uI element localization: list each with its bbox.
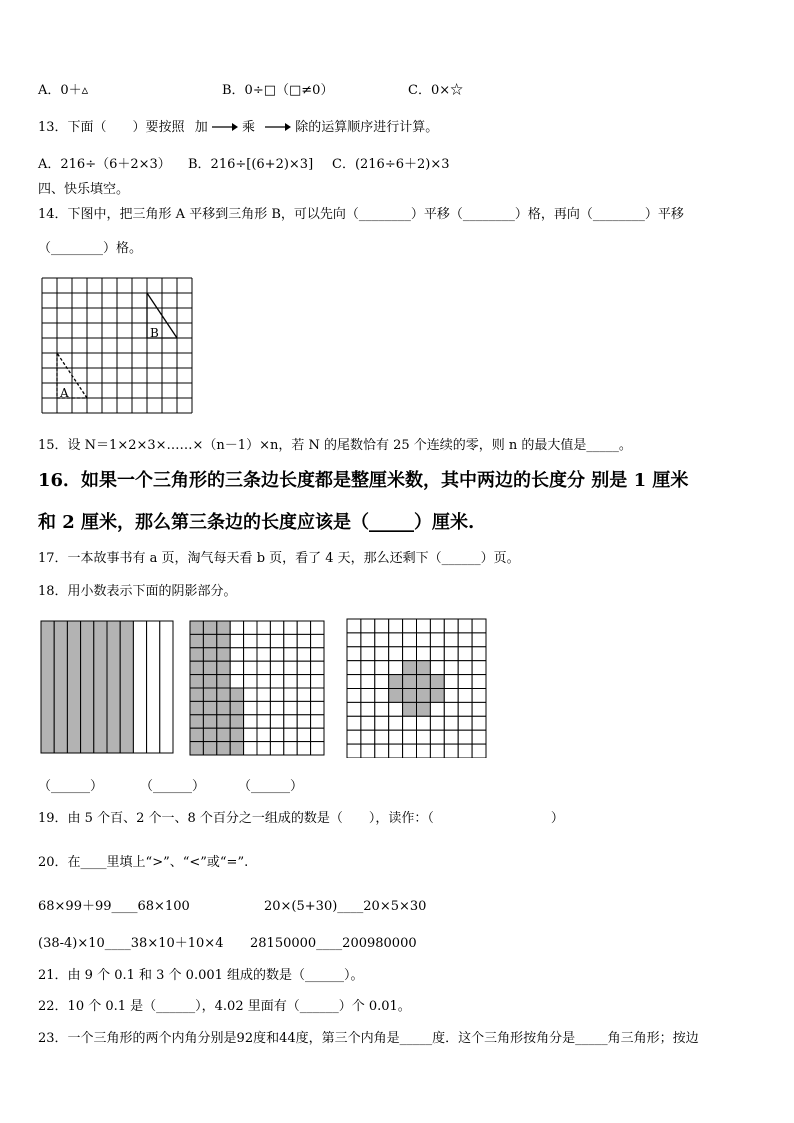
grid-cell xyxy=(430,716,444,730)
grid-cell xyxy=(347,633,361,647)
grid-cell xyxy=(257,634,270,647)
grid-cell xyxy=(347,702,361,716)
grid-cell xyxy=(230,661,243,674)
q18-blank-1: （______） xyxy=(38,779,104,794)
grid-cell xyxy=(190,621,203,634)
grid-cell xyxy=(375,633,389,647)
grid-cell xyxy=(297,688,310,701)
q18-stem: 18．用小数表示下面的阴影部分。 xyxy=(38,584,237,599)
grid-cell xyxy=(203,742,216,755)
q14-line2: （________）格。 xyxy=(38,241,143,256)
grid-cell xyxy=(417,716,431,730)
grid-cell xyxy=(389,730,403,744)
grid-cell xyxy=(203,715,216,728)
grid-cell xyxy=(257,715,270,728)
grid-cell xyxy=(472,633,486,647)
q13-option-a: A．216÷（6＋2×3） xyxy=(38,157,171,172)
strip xyxy=(41,621,54,753)
shaded-grid-figure-1 xyxy=(189,620,326,756)
grid-cell xyxy=(430,689,444,703)
grid-cell xyxy=(444,716,458,730)
grid-cell xyxy=(430,744,444,758)
grid-cell xyxy=(270,634,283,647)
q21-text: 21．由 9 个 0.1 和 3 个 0.001 组成的数是（______）。 xyxy=(38,968,364,983)
grid-cell xyxy=(361,661,375,675)
shaded-grid-figure-2 xyxy=(346,618,488,758)
grid-cell xyxy=(190,648,203,661)
grid-cell xyxy=(203,688,216,701)
grid-cell xyxy=(203,661,216,674)
grid-cell xyxy=(472,744,486,758)
grid-cell xyxy=(311,742,324,755)
grid-cell xyxy=(270,675,283,688)
grid-cell xyxy=(361,702,375,716)
grid-cell xyxy=(472,716,486,730)
q19-text: 19．由 5 个百、2 个一、8 个百分之一组成的数是（ ），读作：（ ） xyxy=(38,811,564,826)
grid-cell xyxy=(375,702,389,716)
grid-cell xyxy=(244,634,257,647)
grid-cell xyxy=(444,647,458,661)
grid-cell xyxy=(458,661,472,675)
grid-cell xyxy=(217,675,230,688)
grid-cell xyxy=(444,744,458,758)
grid-cell xyxy=(217,715,230,728)
q13-option-c: C．(216÷6＋2)×3 xyxy=(332,157,450,172)
q16-line1: 16．如果一个三角形的三条边长度都是整厘米数，其中两边的长度分 别是 1 厘米 xyxy=(38,470,689,491)
grid-cell xyxy=(417,744,431,758)
q14-line1: 14．下图中，把三角形 A 平移到三角形 B，可以先向（________）平移（________）格，再向（________）平移 xyxy=(38,207,684,222)
grid-cell xyxy=(217,688,230,701)
grid-cell xyxy=(375,619,389,633)
q12-option-b: B．0÷□（□≠0） xyxy=(222,83,334,98)
q20-expr-3: (38-4)×10____38×10＋10×4 xyxy=(38,936,224,951)
grid-cell xyxy=(403,716,417,730)
grid-cell xyxy=(244,688,257,701)
grid-cell xyxy=(347,730,361,744)
grid-cell xyxy=(375,661,389,675)
q17-text: 17．一本故事书有 a 页，淘气每天看 b 页，看了 4 天，那么还剩下（______）页。 xyxy=(38,551,520,566)
grid-cell xyxy=(311,648,324,661)
q20-expr-1: 68×99＋99____68×100 xyxy=(38,899,190,914)
grid-cell xyxy=(244,728,257,741)
grid-cell xyxy=(217,661,230,674)
grid-cell xyxy=(244,675,257,688)
grid-cell xyxy=(217,728,230,741)
grid-cell xyxy=(284,728,297,741)
grid-cell xyxy=(230,675,243,688)
grid-cell xyxy=(217,621,230,634)
arrow-right-icon xyxy=(212,122,238,132)
grid-cell xyxy=(444,619,458,633)
q12-option-c: C．0×☆ xyxy=(408,83,464,98)
grid-cell xyxy=(430,730,444,744)
grid-cell xyxy=(458,716,472,730)
grid-cell xyxy=(244,621,257,634)
grid-cell xyxy=(190,728,203,741)
grid-cell xyxy=(347,661,361,675)
grid-cell xyxy=(403,702,417,716)
grid-cell xyxy=(472,675,486,689)
grid-cell xyxy=(297,728,310,741)
grid-cell xyxy=(270,648,283,661)
grid-cell xyxy=(257,728,270,741)
q12-option-a: A．0＋▵ xyxy=(38,83,89,98)
grid-cell xyxy=(297,634,310,647)
grid-cell xyxy=(311,621,324,634)
grid-cell xyxy=(257,661,270,674)
grid-cell xyxy=(389,744,403,758)
grid-cell xyxy=(375,744,389,758)
shaded-strips-figure xyxy=(40,620,174,756)
grid-cell xyxy=(284,742,297,755)
grid-cell xyxy=(458,619,472,633)
grid-cell xyxy=(361,716,375,730)
grid-cell xyxy=(417,661,431,675)
grid-cell xyxy=(361,744,375,758)
grid-cell xyxy=(458,647,472,661)
grid-cell xyxy=(347,675,361,689)
grid-cell xyxy=(284,634,297,647)
grid-cell xyxy=(230,728,243,741)
grid-cell xyxy=(458,633,472,647)
strip xyxy=(133,621,146,753)
grid-cell xyxy=(284,661,297,674)
q16-line2: 和 2 厘米，那么第三条边的长度应该是（_____）厘米. xyxy=(38,512,475,533)
grid-cell xyxy=(190,688,203,701)
grid-cell xyxy=(458,730,472,744)
grid-cell xyxy=(203,701,216,714)
grid-cell xyxy=(311,675,324,688)
grid-cell xyxy=(230,634,243,647)
grid-cell xyxy=(347,647,361,661)
grid-cell xyxy=(311,634,324,647)
grid-cell xyxy=(430,702,444,716)
grid-cell xyxy=(444,730,458,744)
q18-blank-2: （______） xyxy=(140,779,206,794)
grid-cell xyxy=(389,633,403,647)
arrow-right-icon xyxy=(265,122,291,132)
strip xyxy=(107,621,120,753)
grid-cell xyxy=(284,701,297,714)
grid-cell xyxy=(361,675,375,689)
grid-cell xyxy=(403,689,417,703)
grid-cell xyxy=(270,715,283,728)
grid-cell xyxy=(403,730,417,744)
grid-cell xyxy=(444,633,458,647)
grid-cell xyxy=(347,689,361,703)
grid-cell xyxy=(417,633,431,647)
grid-cell xyxy=(297,701,310,714)
grid-cell xyxy=(417,730,431,744)
strip xyxy=(81,621,94,753)
q20-expr-2: 20×(5+30)____20×5×30 xyxy=(264,899,427,914)
grid-cell xyxy=(375,689,389,703)
grid-cell xyxy=(311,701,324,714)
grid-cell xyxy=(270,728,283,741)
grid-cell xyxy=(444,675,458,689)
grid-cell xyxy=(430,633,444,647)
grid-cell xyxy=(472,730,486,744)
grid-cell xyxy=(403,633,417,647)
grid-cell xyxy=(203,648,216,661)
grid-cell xyxy=(203,728,216,741)
grid-cell xyxy=(230,621,243,634)
q20-expr-4: 28150000____200980000 xyxy=(250,936,417,951)
grid-cell xyxy=(472,689,486,703)
grid-cell xyxy=(270,621,283,634)
grid-cell xyxy=(244,701,257,714)
grid-cell xyxy=(347,716,361,730)
grid-cell xyxy=(190,661,203,674)
grid-cell xyxy=(444,661,458,675)
strip xyxy=(160,621,173,753)
grid-cell xyxy=(217,742,230,755)
grid-cell xyxy=(389,675,403,689)
grid-cell xyxy=(430,619,444,633)
grid-cell xyxy=(403,675,417,689)
grid-cell xyxy=(257,675,270,688)
grid-cell xyxy=(270,661,283,674)
grid-cell xyxy=(347,744,361,758)
grid-cell xyxy=(472,661,486,675)
triangle-b-label: B xyxy=(150,326,159,340)
strip xyxy=(147,621,160,753)
grid-cell xyxy=(217,701,230,714)
grid-cell xyxy=(458,702,472,716)
grid-cell xyxy=(430,661,444,675)
grid-cell xyxy=(458,675,472,689)
grid-cell xyxy=(270,688,283,701)
grid-cell xyxy=(217,648,230,661)
grid-cell xyxy=(297,648,310,661)
grid-cell xyxy=(230,648,243,661)
grid-cell xyxy=(297,715,310,728)
grid-cell xyxy=(311,728,324,741)
grid-cell xyxy=(257,688,270,701)
grid-cell xyxy=(361,689,375,703)
grid-cell xyxy=(257,648,270,661)
grid-cell xyxy=(270,742,283,755)
grid-cell xyxy=(190,715,203,728)
grid-cell xyxy=(361,619,375,633)
grid-cell xyxy=(375,647,389,661)
grid-cell xyxy=(417,675,431,689)
grid-cell xyxy=(284,648,297,661)
grid-cell xyxy=(375,716,389,730)
grid-cell xyxy=(284,621,297,634)
grid-cell xyxy=(403,744,417,758)
grid-cell xyxy=(472,619,486,633)
grid-cell xyxy=(417,619,431,633)
grid-cell xyxy=(403,661,417,675)
strip xyxy=(94,621,107,753)
grid-cell xyxy=(284,688,297,701)
grid-cell xyxy=(297,675,310,688)
grid-cell xyxy=(230,701,243,714)
grid-cell xyxy=(361,647,375,661)
grid-cell xyxy=(244,661,257,674)
grid-cell xyxy=(361,633,375,647)
grid-cell xyxy=(403,619,417,633)
section-heading: 四、快乐填空。 xyxy=(38,182,130,197)
grid-cell xyxy=(458,689,472,703)
strip xyxy=(54,621,67,753)
grid-cell xyxy=(389,661,403,675)
grid-cell xyxy=(230,688,243,701)
grid-cell xyxy=(417,702,431,716)
q13-stem-post: 除的运算顺序进行计算。 xyxy=(295,120,439,135)
grid-cell xyxy=(190,742,203,755)
grid-cell xyxy=(203,634,216,647)
grid-cell xyxy=(297,742,310,755)
grid-cell xyxy=(311,661,324,674)
triangle-a-label: A xyxy=(60,386,69,400)
grid-cell xyxy=(444,689,458,703)
q13-word-jia: 加 xyxy=(194,120,208,135)
grid-cell xyxy=(403,647,417,661)
q13-option-b: B．216÷[(6+2)×3] xyxy=(188,157,314,172)
strip xyxy=(67,621,80,753)
grid-cell xyxy=(417,689,431,703)
grid-cell xyxy=(203,675,216,688)
grid-cell xyxy=(444,702,458,716)
grid-cell xyxy=(417,647,431,661)
grid-cell xyxy=(389,716,403,730)
q13-stem-pre: 13．下面（ ）要按照 xyxy=(38,120,185,135)
grid-cell xyxy=(311,688,324,701)
grid-cell xyxy=(297,621,310,634)
grid-cell xyxy=(311,715,324,728)
grid-cell xyxy=(257,621,270,634)
grid-cell xyxy=(361,730,375,744)
grid-cell xyxy=(297,661,310,674)
grid-cell xyxy=(284,675,297,688)
grid-cell xyxy=(375,675,389,689)
grid-cell xyxy=(389,689,403,703)
grid-cell xyxy=(230,742,243,755)
grid-cell xyxy=(270,701,283,714)
grid-cell xyxy=(284,715,297,728)
q13-word-cheng: 乘 xyxy=(241,120,255,135)
grid-cell xyxy=(203,621,216,634)
q13-stem xyxy=(38,119,438,137)
grid-cell xyxy=(430,647,444,661)
q20-stem: 20．在____里填上“>”、“<”或“=”. xyxy=(38,855,249,870)
q15-text: 15．设 N＝1×2×3×……×（n－1）×n，若 N 的尾数恰有 25 个连续的零，则 n 的最大值是_____。 xyxy=(38,438,632,453)
strip xyxy=(120,621,133,753)
grid-cell xyxy=(244,742,257,755)
grid-cell xyxy=(257,701,270,714)
q22-text: 22．10 个 0.1 是（______），4.02 里面有（______）个 0.01。 xyxy=(38,999,411,1014)
grid-cell xyxy=(458,744,472,758)
grid-cell xyxy=(375,730,389,744)
q23-text: 23．一个三角形的两个内角分别是92度和44度，第三个内角是_____度．这个三角形按角分是_____角三角形；按边 xyxy=(38,1031,699,1046)
grid-cell xyxy=(190,634,203,647)
grid-cell xyxy=(347,619,361,633)
grid-cell xyxy=(217,634,230,647)
grid-cell xyxy=(430,675,444,689)
grid-cell xyxy=(257,742,270,755)
grid-cell xyxy=(244,648,257,661)
q18-blank-3: （______） xyxy=(238,779,304,794)
grid-cell xyxy=(244,715,257,728)
grid-cell xyxy=(190,701,203,714)
grid-cell xyxy=(389,702,403,716)
grid-cell xyxy=(190,675,203,688)
grid-cell xyxy=(230,715,243,728)
grid-cell xyxy=(389,647,403,661)
grid-cell xyxy=(472,702,486,716)
grid-cell xyxy=(472,647,486,661)
grid-cell xyxy=(389,619,403,633)
